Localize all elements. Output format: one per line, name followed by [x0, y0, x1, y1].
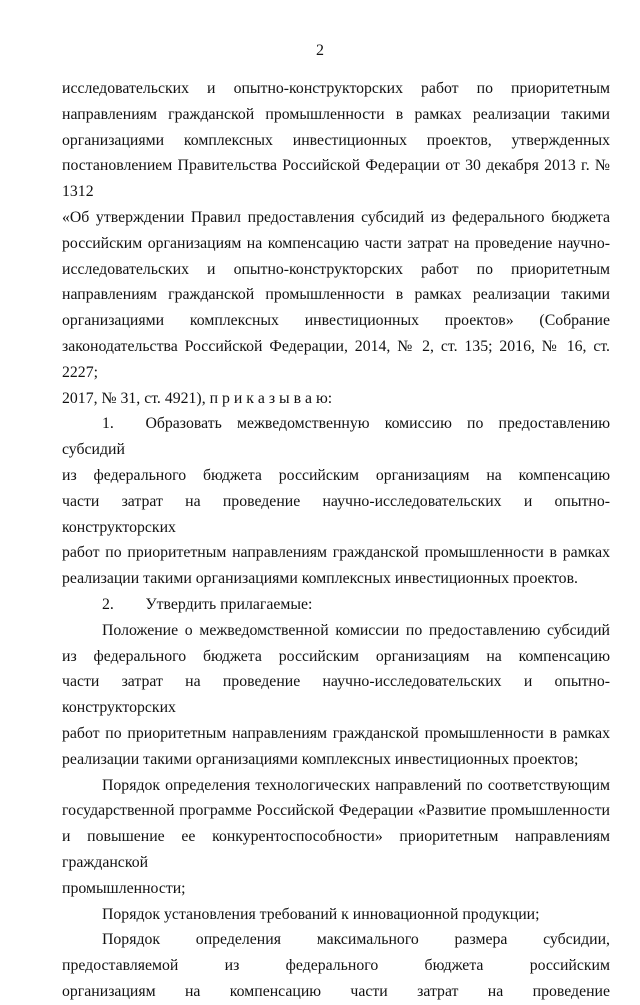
text-line: предоставляемой из федерального бюджета российским [62, 957, 610, 975]
text-line: государственной программе Российской Федерации «Развитие промышленности [62, 802, 610, 820]
text-line: части затрат на проведение научно-исследовательских и опытно-конструкторских [62, 492, 610, 536]
text-line: исследовательских и опытно-конструкторских работ по приоритетным [62, 260, 610, 278]
text-line: направлениям гражданской промышленности в рамках реализации такими [62, 105, 610, 123]
text-line: 2. Утвердить прилагаемые: [102, 595, 313, 613]
text-line: исследовательских и опытно-конструкторских работ по приоритетным [62, 80, 610, 97]
text-line: и повышение ее конкурентоспособности» приоритетным направлениям гражданской [62, 828, 610, 871]
text-line: организациями комплексных инвестиционных проектов» (Собрание [62, 312, 610, 330]
text-line: 2017, № 31, ст. 4921), п р и к а з ы в а ю: [62, 389, 333, 407]
page-number: 2 [316, 42, 324, 59]
text-line: Порядок определения технологических направлений по соответствующим [102, 776, 610, 794]
text-line: Положение о межведомственной комиссии по предоставлению субсидий [102, 621, 610, 639]
text-line: промышленности; [62, 879, 186, 897]
text-line: «Об утверждении Правил предоставления субсидий из федерального бюджета [62, 208, 610, 226]
text-line: работ по приоритетным направлениям гражданской промышленности в рамках [62, 724, 610, 742]
text-line: 1. Образовать межведомственную комиссию по предоставлению субсидий [62, 415, 610, 459]
text-line: реализации такими организациями комплексных инвестиционных проектов; [62, 750, 579, 768]
text-line: российским организациям на компенсацию части затрат на проведение научно- [62, 234, 610, 252]
document-body [62, 76, 610, 1005]
text-line: из федерального бюджета российским организациям на компенсацию [62, 647, 610, 665]
text-line: Порядок установления требований к инновационной продукции; [102, 905, 540, 923]
text-line: из федерального бюджета российским организациям на компенсацию [62, 466, 610, 484]
text-line: направлениям гражданской промышленности в рамках реализации такими [62, 286, 610, 304]
text-line: организациями комплексных инвестиционных проектов, утвержденных [62, 131, 610, 149]
text-line: работ по приоритетным направлениям гражданской промышленности в рамках [62, 544, 610, 562]
text-line: части затрат на проведение научно-исследовательских и опытно-конструкторских [62, 673, 610, 717]
text-line: законодательства Российской Федерации, 2014, № 2, ст. 135; 2016, № 16, ст. 2227; [62, 337, 610, 381]
text-line: Порядок определения максимального размера субсидии, [102, 931, 610, 949]
text-line: организациям на компенсацию части затрат на проведение [62, 982, 610, 1000]
text-line: реализации такими организациями комплексных инвестиционных проектов. [62, 570, 578, 588]
text-line: постановлением Правительства Российской Федерации от 30 декабря 2013 г. № 1312 [62, 157, 610, 201]
